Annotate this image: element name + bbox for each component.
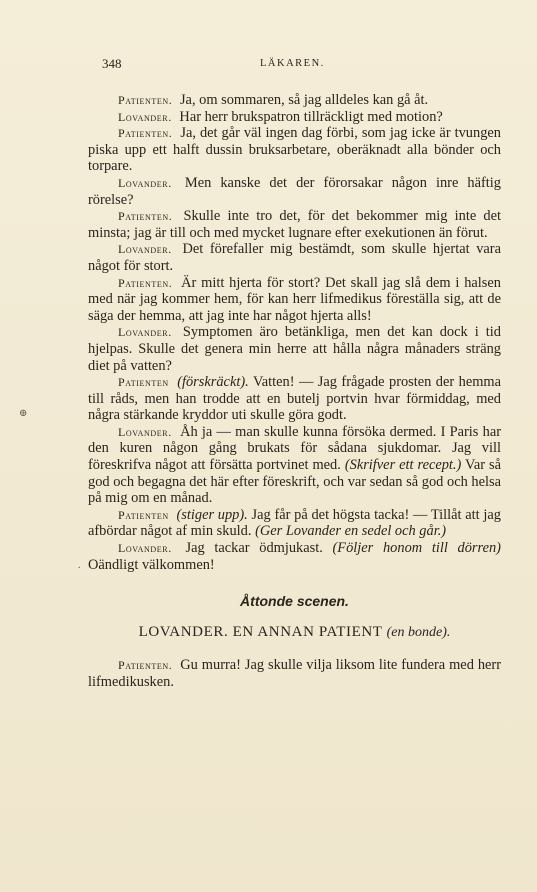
line-text: Skulle inte tro det, för det bekommer mig inte det minsta; jag är till och med mycket lugnare efter exekutionen än förut. bbox=[88, 208, 501, 241]
line-text: Oändligt välkommen! bbox=[88, 556, 215, 573]
line-text: Symptomen äro betänkliga, men det kan dock i tid hjelpas. Skulle det genera min herre att hålla några månaders sträng diet på vatten? bbox=[88, 324, 501, 374]
dialogue-line bbox=[88, 424, 501, 507]
speaker: Patienten. bbox=[118, 93, 173, 107]
line-text: Åh ja — man skulle kunna försöka dermed. I Paris har den kuren någon gång brukats för sådana sjukdomar. Jag vill föreskrifva något att försätta portvinet med. bbox=[88, 423, 501, 474]
dialogue-line bbox=[88, 657, 501, 690]
speaker: Lovander. bbox=[118, 424, 172, 439]
line-text: Har herr brukspatron tillräckligt med motion? bbox=[179, 108, 443, 125]
speaker: Lovander. bbox=[118, 242, 172, 257]
margin-mark-icon: ⊕ bbox=[19, 408, 28, 419]
stage-direction: (Ger Lovander en sedel och går.) bbox=[255, 523, 447, 540]
speaker: Lovander. bbox=[118, 325, 172, 340]
speaker: Patienten. bbox=[118, 209, 173, 224]
dialogue-line bbox=[88, 109, 501, 126]
cast-stage: (en bonde). bbox=[386, 624, 451, 640]
line-text: Jag tackar ödmjukast. bbox=[185, 540, 323, 557]
stage-direction: (stiger upp). bbox=[176, 506, 248, 523]
speaker: Patienten. bbox=[118, 658, 173, 673]
speaker: Lovander. bbox=[118, 175, 172, 190]
speaker: Patienten. bbox=[118, 275, 173, 290]
dialogue-line bbox=[88, 92, 501, 109]
line-text: Men kanske det der förorsakar någon inre häftig rörelse? bbox=[88, 174, 501, 208]
dialogue-line bbox=[88, 374, 501, 424]
dialogue-line bbox=[88, 125, 501, 175]
dialogue-line bbox=[88, 208, 501, 241]
running-title: LÄKAREN. bbox=[260, 58, 325, 69]
dialogue-line bbox=[88, 241, 501, 274]
cast-names: LOVANDER. EN ANNAN PATIENT bbox=[138, 623, 383, 640]
speaker: Patienten. bbox=[118, 126, 173, 141]
line-text: Det förefaller mig bestämdt, som skulle hjertat vara något för stort. bbox=[88, 241, 501, 274]
dialogue-line bbox=[88, 507, 501, 540]
line-text: Gu murra! Jag skulle vilja liksom lite fundera med herr lifmedikusken. bbox=[88, 657, 501, 690]
margin-mark: . bbox=[78, 560, 81, 571]
speaker: Lovander. bbox=[118, 109, 172, 124]
line-text: Var så god och begagna det här efter föreskrift, och var sedan så god och helsa på mig om en månad. bbox=[88, 457, 501, 507]
line-text: Är mitt hjerta för stort? Det skall jag slå dem i halsen med när jag kommer hem, för kan herr lifmedikus föreställa sig, att de säga der hemma, att jag inte har något hjerta alls! bbox=[88, 274, 501, 324]
cast-list bbox=[88, 624, 501, 642]
dialogue-line bbox=[88, 175, 501, 208]
line-text: Ja, det går väl ingen dag förbi, som jag icke är tvungen piska upp ett halft dussin bruksarbetare, oberäknadt alla bönder och torpare. bbox=[88, 125, 501, 175]
line-text: Ja, om sommaren, så jag alldeles kan gå åt. bbox=[179, 92, 429, 108]
dialogue-line bbox=[88, 540, 501, 573]
stage-direction: (förskräckt). bbox=[177, 374, 249, 391]
text-body bbox=[88, 92, 501, 691]
page-header bbox=[88, 56, 501, 76]
line-text: Jag får på det högsta tacka! — Tillåt att jag afbördar något af min skuld. bbox=[88, 506, 501, 540]
speaker: Lovander. bbox=[118, 541, 172, 556]
speaker: Patienten bbox=[118, 507, 169, 522]
dialogue-line bbox=[88, 324, 501, 374]
scene-title: Åttonde scenen. bbox=[240, 593, 349, 610]
speaker: Patienten bbox=[118, 375, 169, 390]
line-text: Vatten! — Jag frågade prosten der hemma till råds, men han trodde att en butelj portvin hvar förmiddag, med några stärkande kryddor uti skulle göra godt. bbox=[88, 374, 501, 424]
stage-direction: (Skrifver ett recept.) bbox=[344, 457, 462, 474]
page-number: 348 bbox=[102, 56, 122, 71]
dialogue-line bbox=[88, 275, 501, 325]
stage-direction: (Följer honom till dörren) bbox=[332, 540, 501, 557]
